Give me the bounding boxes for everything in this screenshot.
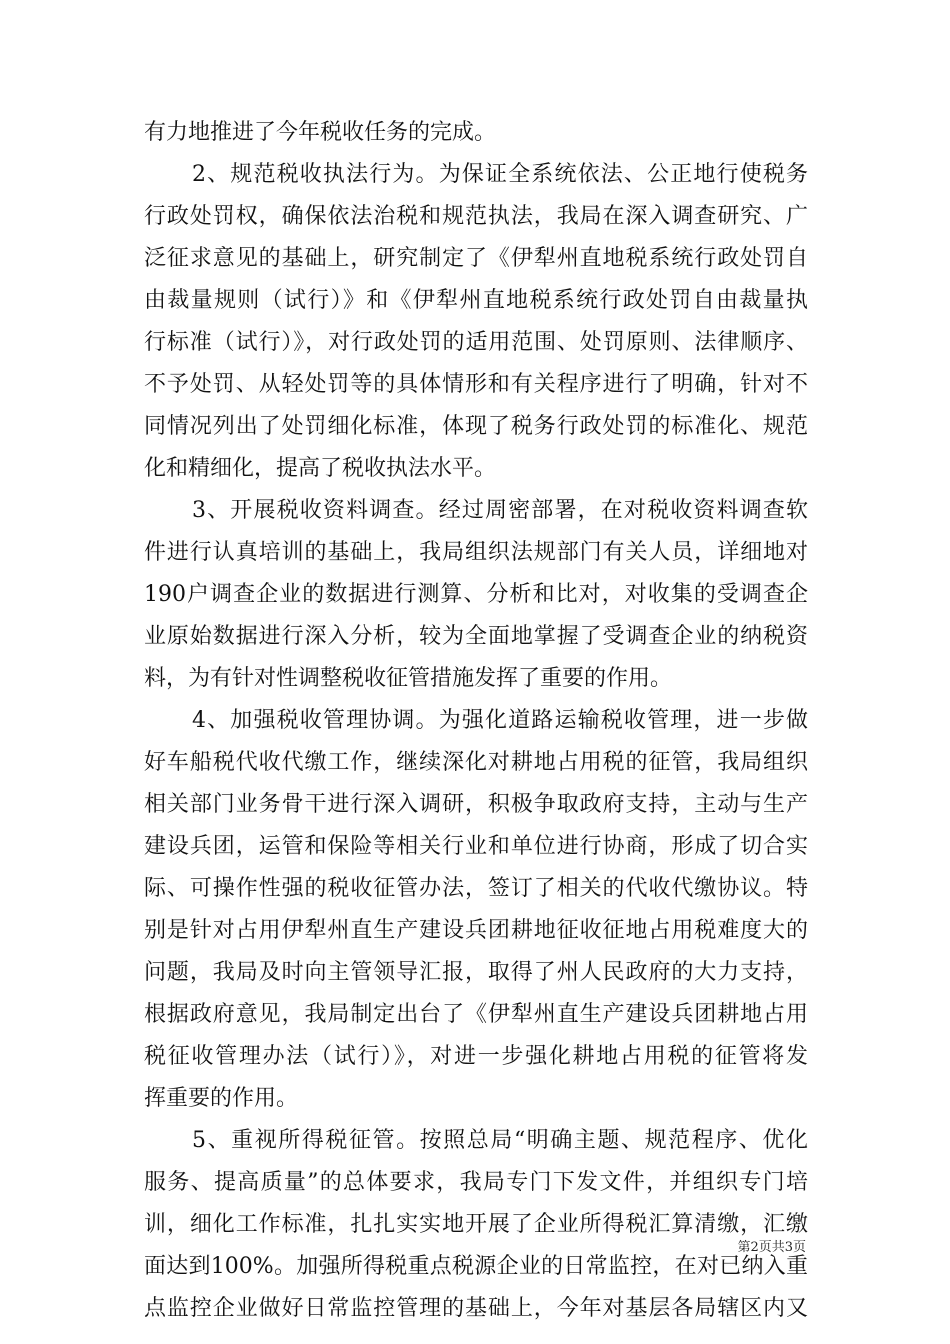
text-line: 2、规范税收执法行为。为保证全系统依法、公正地行使税务 <box>192 162 808 187</box>
text-line: 行政处罚权，确保依法治税和规范执法，我局在深入调查研究、广 <box>144 204 808 229</box>
text-line: 根据政府意见，我局制定出台了《伊犁州直生产建设兵团耕地占用 <box>144 1002 808 1027</box>
text-line: 建设兵团，运管和保险等相关行业和单位进行协商，形成了切合实 <box>144 834 808 859</box>
text-line: 4、加强税收管理协调。为强化道路运输税收管理，进一步做 <box>192 708 808 733</box>
text-line: 业原始数据进行深入分析，较为全面地掌握了受调查企业的纳税资 <box>144 624 808 649</box>
text-line: 服务、提高质量”的总体要求，我局专门下发文件，并组织专门培 <box>144 1170 808 1195</box>
text-line: 不予处罚、从轻处罚等的具体情形和有关程序进行了明确，针对不 <box>144 372 808 397</box>
text-line: 挥重要的作用。 <box>144 1086 299 1111</box>
text-line: 行标准（试行）》，对行政处罚的适用范围、处罚原则、法律顺序、 <box>144 330 808 355</box>
text-line: 面达到100%。加强所得税重点税源企业的日常监控，在对已纳入重 <box>144 1254 808 1279</box>
text-line: 税征收管理办法（试行）》，对进一步强化耕地占用税的征管将发 <box>144 1044 808 1069</box>
text-line: 问题，我局及时向主管领导汇报，取得了州人民政府的大力支持， <box>144 960 808 985</box>
text-line: 际、可操作性强的税收征管办法，签订了相关的代收代缴协议。特 <box>144 876 808 901</box>
text-line: 190户调查企业的数据进行测算、分析和比对，对收集的受调查企 <box>144 582 808 607</box>
text-line: 料，为有针对性调整税收征管措施发挥了重要的作用。 <box>144 666 673 691</box>
text-line: 化和精细化，提高了税收执法水平。 <box>144 456 497 481</box>
text-line: 泛征求意见的基础上，研究制定了《伊犁州直地税系统行政处罚自 <box>144 246 808 271</box>
text-line: 相关部门业务骨干进行深入调研，积极争取政府支持，主动与生产 <box>144 792 808 817</box>
text-line: 好车船税代收代缴工作，继续深化对耕地占用税的征管，我局组织 <box>144 750 808 775</box>
page-number-footer: 第2页共3页 <box>737 1240 806 1255</box>
text-line: 3、开展税收资料调查。经过周密部署，在对税收资料调查软 <box>192 498 808 523</box>
text-line: 点监控企业做好日常监控管理的基础上，今年对基层各局辖区内又 <box>144 1296 808 1321</box>
text-line: 件进行认真培训的基础上，我局组织法规部门有关人员，详细地对 <box>144 540 808 565</box>
text-line: 训，细化工作标准，扎扎实实地开展了企业所得税汇算清缴，汇缴 <box>144 1212 808 1237</box>
text-line: 别是针对占用伊犁州直生产建设兵团耕地征收征地占用税难度大的 <box>144 918 808 943</box>
text-line: 由裁量规则（试行）》和《伊犁州直地税系统行政处罚自由裁量执 <box>144 288 808 313</box>
text-line: 5、重视所得税征管。按照总局“明确主题、规范程序、优化 <box>192 1128 808 1153</box>
document-body <box>144 112 808 1330</box>
text-line: 同情况列出了处罚细化标准，体现了税务行政处罚的标准化、规范 <box>144 414 808 439</box>
text-line: 有力地推进了今年税收任务的完成。 <box>144 120 497 145</box>
